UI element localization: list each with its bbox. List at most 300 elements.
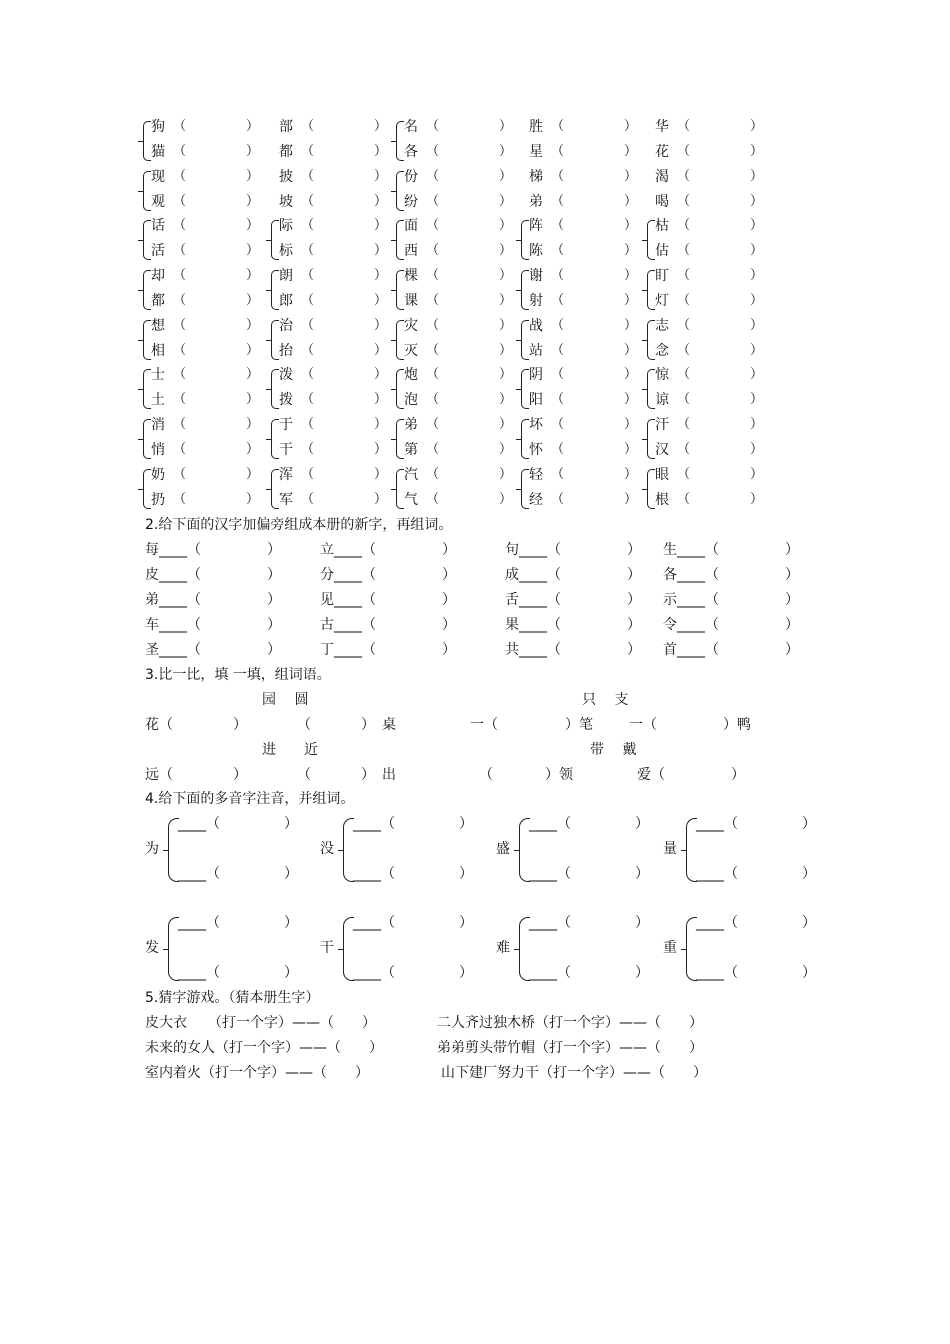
section2-title: 2.给下面的汉字加偏旁组成本册的新字，再组词。 bbox=[145, 517, 453, 533]
pinyin-blank[interactable]: ____（ bbox=[696, 816, 738, 832]
s1-char: 消 bbox=[151, 417, 165, 433]
s1-brace bbox=[396, 320, 404, 360]
s1-answer-blank[interactable] bbox=[693, 289, 751, 313]
s1-char: 面 bbox=[404, 218, 418, 234]
s2-item[interactable]: 皮____（ bbox=[145, 567, 201, 583]
s1-answer-blank[interactable] bbox=[693, 140, 751, 164]
s1-close-paren: ） bbox=[624, 467, 638, 482]
s1-answer-blank[interactable] bbox=[189, 264, 247, 288]
s1-open-paren: （ bbox=[301, 318, 315, 333]
s1-open-paren: （ bbox=[677, 442, 691, 457]
s1-char: 却 bbox=[151, 268, 165, 284]
s1-char: 郎 bbox=[279, 293, 293, 309]
s1-char: 土 bbox=[151, 392, 165, 408]
s1-brace bbox=[396, 270, 404, 310]
pinyin-blank[interactable]: ____（ bbox=[696, 866, 738, 882]
s1-answer-blank[interactable] bbox=[442, 115, 500, 139]
s1-char: 灾 bbox=[404, 318, 418, 334]
riddle-left: 未来的女人（打一个字）——（ ） bbox=[145, 1040, 383, 1056]
s1-answer-blank[interactable] bbox=[189, 363, 247, 387]
s2-item[interactable]: 成____（ bbox=[505, 567, 561, 583]
s1-close-paren: ） bbox=[750, 367, 764, 382]
polyphone-char: 为 bbox=[145, 841, 159, 857]
s1-answer-blank[interactable] bbox=[567, 488, 625, 512]
s1-answer-blank[interactable] bbox=[189, 140, 247, 164]
s1-answer-blank[interactable] bbox=[189, 463, 247, 487]
s3-line2-part: （ bbox=[479, 767, 493, 783]
s1-close-paren: ） bbox=[499, 218, 513, 233]
s1-answer-blank[interactable] bbox=[693, 463, 751, 487]
s1-brace bbox=[271, 270, 279, 310]
s1-answer-blank[interactable] bbox=[317, 190, 375, 214]
s2-close-paren: ） bbox=[267, 542, 281, 558]
s2-item[interactable]: 见____（ bbox=[320, 592, 376, 608]
s1-answer-blank[interactable] bbox=[693, 413, 751, 437]
s2-item[interactable]: 共____（ bbox=[505, 642, 561, 658]
s2-close-paren: ） bbox=[785, 642, 799, 658]
s1-open-paren: （ bbox=[677, 218, 691, 233]
s1-close-paren: ） bbox=[246, 442, 260, 457]
s1-answer-blank[interactable] bbox=[567, 239, 625, 263]
s2-item[interactable]: 立____（ bbox=[320, 542, 376, 558]
s1-answer-blank[interactable] bbox=[567, 314, 625, 338]
s1-open-paren: （ bbox=[173, 442, 187, 457]
s1-answer-blank[interactable] bbox=[189, 165, 247, 189]
s1-char: 部 bbox=[279, 119, 293, 135]
s1-answer-blank[interactable] bbox=[189, 214, 247, 238]
s1-close-paren: ） bbox=[750, 442, 764, 457]
s1-char: 谢 bbox=[529, 268, 543, 284]
riddle-right: 二人齐过独木桥（打一个字）——（ ） bbox=[437, 1015, 703, 1031]
s1-close-paren: ） bbox=[499, 367, 513, 382]
s1-answer-blank[interactable] bbox=[317, 115, 375, 139]
s1-char: 标 bbox=[279, 243, 293, 259]
s1-answer-blank[interactable] bbox=[189, 488, 247, 512]
s1-answer-blank[interactable] bbox=[442, 488, 500, 512]
s1-char: 扔 bbox=[151, 492, 165, 508]
s2-item[interactable]: 果____（ bbox=[505, 617, 561, 633]
s1-answer-blank[interactable] bbox=[442, 339, 500, 363]
s1-char: 估 bbox=[655, 243, 669, 259]
s1-char: 阵 bbox=[529, 218, 543, 234]
s1-char: 现 bbox=[151, 169, 165, 185]
polyphone-close-paren: ） bbox=[802, 915, 816, 931]
s1-answer-blank[interactable] bbox=[189, 438, 247, 462]
s1-char: 相 bbox=[151, 343, 165, 359]
s1-brace bbox=[521, 320, 529, 360]
s2-close-paren: ） bbox=[442, 592, 456, 608]
s1-char: 际 bbox=[279, 218, 293, 234]
s3-line1-part: 花（ bbox=[145, 717, 173, 733]
pinyin-blank[interactable]: ____（ bbox=[353, 866, 395, 882]
s1-answer-blank[interactable] bbox=[189, 289, 247, 313]
polyphone-char: 重 bbox=[663, 940, 677, 956]
s1-brace bbox=[143, 419, 151, 459]
s1-answer-blank[interactable] bbox=[317, 363, 375, 387]
s1-close-paren: ） bbox=[624, 417, 638, 432]
s1-answer-blank[interactable] bbox=[317, 388, 375, 412]
s1-answer-blank[interactable] bbox=[567, 214, 625, 238]
s1-close-paren: ） bbox=[374, 218, 388, 233]
s1-open-paren: （ bbox=[551, 343, 565, 358]
s1-close-paren: ） bbox=[374, 417, 388, 432]
s1-close-paren: ） bbox=[499, 268, 513, 283]
s1-char: 想 bbox=[151, 318, 165, 334]
s1-char: 拨 bbox=[279, 392, 293, 408]
s1-answer-blank[interactable] bbox=[693, 264, 751, 288]
s3-line1-part: 一（ bbox=[470, 717, 498, 733]
s1-answer-blank[interactable] bbox=[317, 289, 375, 313]
pinyin-blank[interactable]: ____（ bbox=[353, 965, 395, 981]
s1-brace bbox=[521, 469, 529, 509]
s1-brace bbox=[271, 220, 279, 260]
s2-item[interactable]: 分____（ bbox=[320, 567, 376, 583]
s1-open-paren: （ bbox=[677, 367, 691, 382]
s2-item[interactable]: 各____（ bbox=[663, 567, 719, 583]
pinyin-blank[interactable]: ____（ bbox=[696, 915, 738, 931]
pair-jin: 进 近 bbox=[262, 742, 318, 758]
s2-item[interactable]: 车____（ bbox=[145, 617, 201, 633]
s2-item[interactable]: 丁____（ bbox=[320, 642, 376, 658]
s1-answer-blank[interactable] bbox=[567, 388, 625, 412]
s2-close-paren: ） bbox=[627, 592, 641, 608]
s1-close-paren: ） bbox=[246, 467, 260, 482]
s1-answer-blank[interactable] bbox=[567, 339, 625, 363]
s1-open-paren: （ bbox=[173, 144, 187, 159]
s1-open-paren: （ bbox=[301, 392, 315, 407]
s1-char: 名 bbox=[404, 119, 418, 135]
s1-answer-blank[interactable] bbox=[693, 214, 751, 238]
pinyin-blank[interactable]: ____（ bbox=[529, 816, 571, 832]
s1-close-paren: ） bbox=[499, 417, 513, 432]
s1-char: 浑 bbox=[279, 467, 293, 483]
s1-answer-blank[interactable] bbox=[442, 363, 500, 387]
polyphone-close-paren: ） bbox=[635, 816, 649, 832]
s1-open-paren: （ bbox=[173, 367, 187, 382]
s2-close-paren: ） bbox=[442, 567, 456, 583]
s1-open-paren: （ bbox=[677, 318, 691, 333]
s1-answer-blank[interactable] bbox=[442, 165, 500, 189]
s1-close-paren: ） bbox=[750, 492, 764, 507]
s1-open-paren: （ bbox=[551, 218, 565, 233]
s1-close-paren: ） bbox=[624, 144, 638, 159]
s1-char: 汗 bbox=[655, 417, 669, 433]
s1-close-paren: ） bbox=[750, 194, 764, 209]
s1-open-paren: （ bbox=[551, 442, 565, 457]
s1-open-paren: （ bbox=[173, 218, 187, 233]
s1-close-paren: ） bbox=[246, 367, 260, 382]
s1-char: 渴 bbox=[655, 169, 669, 185]
s1-open-paren: （ bbox=[426, 144, 440, 159]
s1-char: 梯 bbox=[529, 169, 543, 185]
s1-brace bbox=[143, 320, 151, 360]
s1-answer-blank[interactable] bbox=[442, 190, 500, 214]
s1-answer-blank[interactable] bbox=[442, 413, 500, 437]
s1-char: 西 bbox=[404, 243, 418, 259]
s1-char: 华 bbox=[655, 119, 669, 135]
s3-line1-part: ）鸭 bbox=[723, 717, 751, 733]
pinyin-blank[interactable]: ____（ bbox=[529, 965, 571, 981]
s1-answer-blank[interactable] bbox=[189, 314, 247, 338]
s3-line2-part: ） bbox=[731, 767, 745, 783]
s1-close-paren: ） bbox=[624, 169, 638, 184]
s1-char: 怀 bbox=[529, 442, 543, 458]
s1-char: 话 bbox=[151, 218, 165, 234]
s1-answer-blank[interactable] bbox=[693, 363, 751, 387]
s1-close-paren: ） bbox=[246, 169, 260, 184]
s1-answer-blank[interactable] bbox=[189, 190, 247, 214]
s1-open-paren: （ bbox=[551, 293, 565, 308]
s2-item[interactable]: 古____（ bbox=[320, 617, 376, 633]
s1-answer-blank[interactable] bbox=[693, 239, 751, 263]
s1-answer-blank[interactable] bbox=[442, 314, 500, 338]
s1-answer-blank[interactable] bbox=[317, 339, 375, 363]
s1-char: 士 bbox=[151, 367, 165, 383]
s1-close-paren: ） bbox=[624, 343, 638, 358]
pinyin-blank[interactable]: ____（ bbox=[353, 915, 395, 931]
s1-close-paren: ） bbox=[374, 169, 388, 184]
s1-close-paren: ） bbox=[246, 492, 260, 507]
s1-close-paren: ） bbox=[624, 194, 638, 209]
pinyin-blank[interactable]: ____（ bbox=[696, 965, 738, 981]
s1-answer-blank[interactable] bbox=[189, 115, 247, 139]
s3-line2-part: 远（ bbox=[145, 767, 173, 783]
s1-answer-blank[interactable] bbox=[442, 214, 500, 238]
s1-close-paren: ） bbox=[499, 343, 513, 358]
s2-item[interactable]: 圣____（ bbox=[145, 642, 201, 658]
s1-brace bbox=[647, 320, 655, 360]
s1-answer-blank[interactable] bbox=[567, 413, 625, 437]
riddle-right: 山下建厂努力干（打一个字）——（ ） bbox=[441, 1065, 707, 1081]
s1-open-paren: （ bbox=[551, 492, 565, 507]
s1-open-paren: （ bbox=[677, 343, 691, 358]
polyphone-close-paren: ） bbox=[459, 816, 473, 832]
s1-open-paren: （ bbox=[173, 392, 187, 407]
s1-answer-blank[interactable] bbox=[442, 239, 500, 263]
s1-open-paren: （ bbox=[426, 467, 440, 482]
pinyin-blank[interactable]: ____（ bbox=[529, 866, 571, 882]
s2-item[interactable]: 令____（ bbox=[663, 617, 719, 633]
s1-brace bbox=[521, 270, 529, 310]
s2-close-paren: ） bbox=[267, 617, 281, 633]
s1-answer-blank[interactable] bbox=[693, 438, 751, 462]
polyphone-close-paren: ） bbox=[802, 866, 816, 882]
s1-close-paren: ） bbox=[374, 194, 388, 209]
s1-close-paren: ） bbox=[499, 442, 513, 457]
s1-open-paren: （ bbox=[551, 467, 565, 482]
riddle-right: 弟弟剪头带竹帽（打一个字）——（ ） bbox=[437, 1040, 703, 1056]
s1-close-paren: ） bbox=[246, 417, 260, 432]
s1-open-paren: （ bbox=[677, 144, 691, 159]
s1-answer-blank[interactable] bbox=[317, 488, 375, 512]
s1-answer-blank[interactable] bbox=[317, 413, 375, 437]
s1-close-paren: ） bbox=[374, 293, 388, 308]
s1-open-paren: （ bbox=[426, 293, 440, 308]
s2-item[interactable]: 首____（ bbox=[663, 642, 719, 658]
s1-open-paren: （ bbox=[551, 144, 565, 159]
s2-item[interactable]: 生____（ bbox=[663, 542, 719, 558]
s1-answer-blank[interactable] bbox=[693, 190, 751, 214]
s1-open-paren: （ bbox=[301, 467, 315, 482]
s1-answer-blank[interactable] bbox=[567, 264, 625, 288]
s1-char: 治 bbox=[279, 318, 293, 334]
s1-answer-blank[interactable] bbox=[442, 264, 500, 288]
polyphone-char: 难 bbox=[496, 940, 510, 956]
s1-brace bbox=[143, 121, 151, 161]
polyphone-close-paren: ） bbox=[284, 965, 298, 981]
s1-char: 经 bbox=[529, 492, 543, 508]
s1-close-paren: ） bbox=[750, 169, 764, 184]
s1-answer-blank[interactable] bbox=[442, 289, 500, 313]
s1-answer-blank[interactable] bbox=[317, 264, 375, 288]
polyphone-close-paren: ） bbox=[284, 915, 298, 931]
s1-brace bbox=[647, 220, 655, 260]
s1-answer-blank[interactable] bbox=[693, 115, 751, 139]
s1-char: 志 bbox=[655, 318, 669, 334]
s1-open-paren: （ bbox=[677, 119, 691, 134]
s1-open-paren: （ bbox=[677, 268, 691, 283]
s1-char: 胜 bbox=[529, 119, 543, 135]
s2-close-paren: ） bbox=[267, 642, 281, 658]
s1-close-paren: ） bbox=[499, 119, 513, 134]
s1-char: 披 bbox=[279, 169, 293, 185]
s1-char: 喝 bbox=[655, 194, 669, 210]
s1-answer-blank[interactable] bbox=[442, 140, 500, 164]
pinyin-blank[interactable]: ____（ bbox=[178, 866, 220, 882]
pinyin-blank[interactable]: ____（ bbox=[178, 915, 220, 931]
s1-open-paren: （ bbox=[173, 293, 187, 308]
s1-close-paren: ） bbox=[374, 467, 388, 482]
s2-item[interactable]: 每____（ bbox=[145, 542, 201, 558]
s1-close-paren: ） bbox=[499, 293, 513, 308]
s1-brace bbox=[271, 369, 279, 409]
s1-answer-blank[interactable] bbox=[567, 190, 625, 214]
s1-char: 轻 bbox=[529, 467, 543, 483]
s1-char: 根 bbox=[655, 492, 669, 508]
s1-char: 念 bbox=[655, 343, 669, 359]
s1-open-paren: （ bbox=[426, 367, 440, 382]
s1-close-paren: ） bbox=[374, 318, 388, 333]
s1-answer-blank[interactable] bbox=[317, 140, 375, 164]
s1-answer-blank[interactable] bbox=[189, 339, 247, 363]
s1-close-paren: ） bbox=[750, 218, 764, 233]
s1-answer-blank[interactable] bbox=[567, 289, 625, 313]
s1-open-paren: （ bbox=[301, 119, 315, 134]
pinyin-blank[interactable]: ____（ bbox=[353, 816, 395, 832]
s1-close-paren: ） bbox=[246, 144, 260, 159]
s2-item[interactable]: 弟____（ bbox=[145, 592, 201, 608]
s1-open-paren: （ bbox=[426, 492, 440, 507]
s1-answer-blank[interactable] bbox=[317, 165, 375, 189]
s1-answer-blank[interactable] bbox=[189, 388, 247, 412]
pair-zhi: 只 支 bbox=[582, 692, 629, 708]
s1-brace bbox=[271, 469, 279, 509]
section3-title: 3.比一比，填 一填，组词语。 bbox=[145, 667, 331, 683]
s1-close-paren: ） bbox=[246, 318, 260, 333]
s1-char: 各 bbox=[404, 144, 418, 160]
s1-close-paren: ） bbox=[499, 392, 513, 407]
s1-close-paren: ） bbox=[246, 119, 260, 134]
s1-answer-blank[interactable] bbox=[567, 140, 625, 164]
s1-answer-blank[interactable] bbox=[442, 388, 500, 412]
s1-close-paren: ） bbox=[374, 392, 388, 407]
polyphone-close-paren: ） bbox=[284, 816, 298, 832]
s2-item[interactable]: 句____（ bbox=[505, 542, 561, 558]
polyphone-close-paren: ） bbox=[635, 965, 649, 981]
s1-close-paren: ） bbox=[750, 144, 764, 159]
s2-close-paren: ） bbox=[442, 542, 456, 558]
pinyin-blank[interactable]: ____（ bbox=[178, 816, 220, 832]
polyphone-close-paren: ） bbox=[635, 866, 649, 882]
s1-char: 弟 bbox=[529, 194, 543, 210]
s1-close-paren: ） bbox=[624, 367, 638, 382]
s2-close-paren: ） bbox=[627, 617, 641, 633]
s2-item[interactable]: 舌____（ bbox=[505, 592, 561, 608]
pair-dai: 带 戴 bbox=[590, 742, 637, 758]
s2-close-paren: ） bbox=[785, 542, 799, 558]
s1-close-paren: ） bbox=[374, 268, 388, 283]
s1-char: 奶 bbox=[151, 467, 165, 483]
s1-open-paren: （ bbox=[551, 194, 565, 209]
s1-open-paren: （ bbox=[301, 367, 315, 382]
s1-close-paren: ） bbox=[499, 144, 513, 159]
s1-answer-blank[interactable] bbox=[317, 438, 375, 462]
s1-answer-blank[interactable] bbox=[693, 165, 751, 189]
s1-close-paren: ） bbox=[246, 218, 260, 233]
s1-answer-blank[interactable] bbox=[567, 463, 625, 487]
s1-brace bbox=[143, 369, 151, 409]
s1-brace bbox=[396, 171, 404, 211]
s1-char: 灯 bbox=[655, 293, 669, 309]
s1-char: 悄 bbox=[151, 442, 165, 458]
s1-answer-blank[interactable] bbox=[317, 239, 375, 263]
s1-brace bbox=[521, 419, 529, 459]
s1-open-paren: （ bbox=[677, 243, 691, 258]
s1-open-paren: （ bbox=[426, 243, 440, 258]
s1-brace bbox=[143, 270, 151, 310]
s1-answer-blank[interactable] bbox=[693, 488, 751, 512]
s1-answer-blank[interactable] bbox=[189, 413, 247, 437]
s1-close-paren: ） bbox=[246, 194, 260, 209]
s1-answer-blank[interactable] bbox=[567, 165, 625, 189]
polyphone-close-paren: ） bbox=[802, 965, 816, 981]
s1-char: 惊 bbox=[655, 367, 669, 383]
s1-answer-blank[interactable] bbox=[693, 314, 751, 338]
s1-answer-blank[interactable] bbox=[317, 314, 375, 338]
pinyin-blank[interactable]: ____（ bbox=[178, 965, 220, 981]
s1-char: 棵 bbox=[404, 268, 418, 284]
pinyin-blank[interactable]: ____（ bbox=[529, 915, 571, 931]
s1-open-paren: （ bbox=[173, 467, 187, 482]
s1-open-paren: （ bbox=[173, 119, 187, 134]
s1-close-paren: ） bbox=[499, 318, 513, 333]
s1-answer-blank[interactable] bbox=[317, 463, 375, 487]
s1-answer-blank[interactable] bbox=[442, 463, 500, 487]
s1-answer-blank[interactable] bbox=[189, 239, 247, 263]
s1-open-paren: （ bbox=[426, 218, 440, 233]
s1-answer-blank[interactable] bbox=[567, 363, 625, 387]
s1-close-paren: ） bbox=[374, 442, 388, 457]
s1-answer-blank[interactable] bbox=[693, 339, 751, 363]
s1-close-paren: ） bbox=[374, 144, 388, 159]
s2-item[interactable]: 示____（ bbox=[663, 592, 719, 608]
s1-answer-blank[interactable] bbox=[693, 388, 751, 412]
s1-answer-blank[interactable] bbox=[442, 438, 500, 462]
s1-answer-blank[interactable] bbox=[567, 438, 625, 462]
s1-answer-blank[interactable] bbox=[317, 214, 375, 238]
s1-answer-blank[interactable] bbox=[567, 115, 625, 139]
s1-close-paren: ） bbox=[499, 492, 513, 507]
